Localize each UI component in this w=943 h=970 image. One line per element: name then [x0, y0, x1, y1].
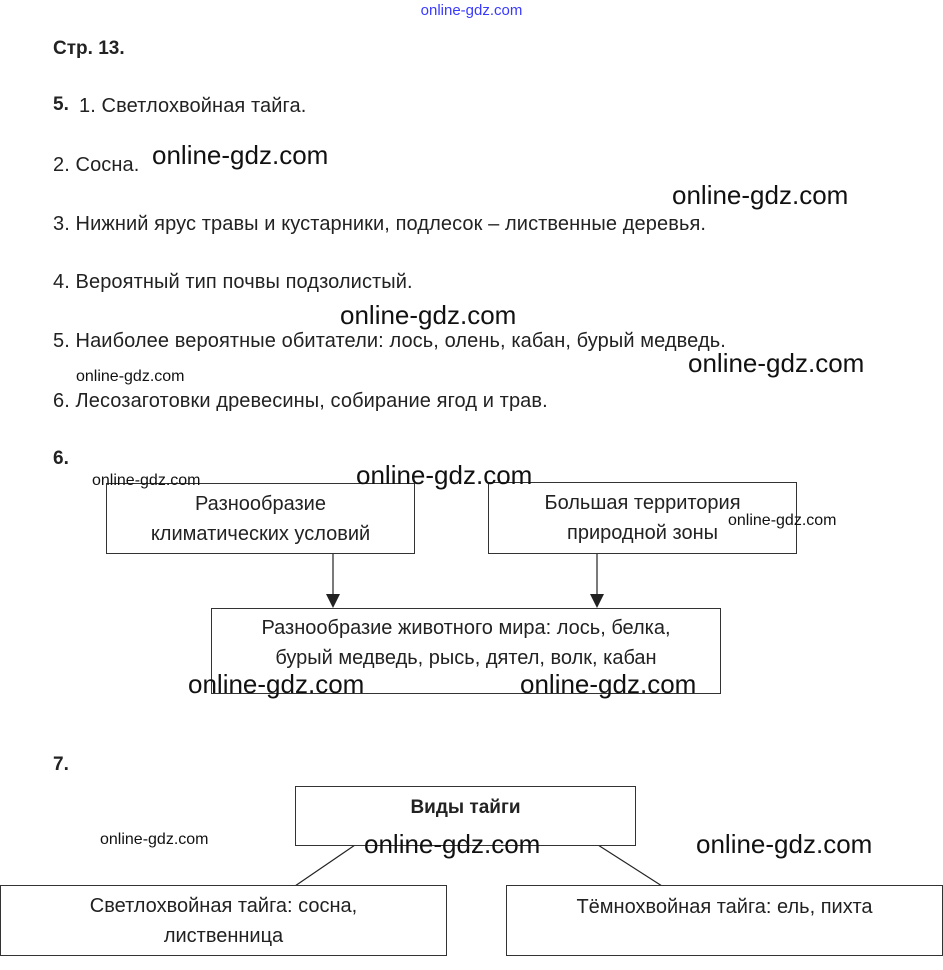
box-climate-diversity [106, 483, 415, 554]
box-territory-line2: природной зоны [567, 522, 718, 544]
box-light-taiga [0, 885, 447, 956]
watermark: online-gdz.com [672, 180, 849, 210]
connector-right [598, 845, 662, 886]
box-fauna-line2: бурый медведь, рысь, дятел, волк, кабан [275, 647, 657, 669]
watermark: online-gdz.com [688, 348, 865, 378]
watermark: online-gdz.com [340, 300, 517, 330]
task6-number: 6. [53, 448, 69, 469]
watermark-small: online-gdz.com [76, 368, 185, 385]
box-climate-line2: климатических условий [150, 522, 371, 545]
watermark: online-gdz.com [356, 460, 533, 490]
watermark-top: online-gdz.com [420, 2, 523, 19]
task7-number: 7. [53, 754, 69, 775]
box-light-line2: лиственница [163, 924, 284, 947]
box-light-line1: Светлохвойная тайга: сосна, [89, 894, 358, 917]
task5-number: 5. [53, 94, 69, 115]
box-dark-taiga: Тёмнохвойная тайга: ель, пихта [506, 885, 943, 956]
box-climate-line1: Разнообразие [195, 492, 326, 515]
watermark: online-gdz.com [520, 669, 697, 699]
task5-item-4: 4. Вероятный тип почвы подзолистый. [53, 271, 413, 293]
arrow-head-left [326, 594, 340, 608]
connector-left [295, 845, 355, 886]
task5-item-1: 1. Светлохвойная тайга. [79, 95, 307, 117]
watermark: online-gdz.com [152, 140, 329, 170]
page-title: Стр. 13. [53, 38, 125, 59]
task5-item-5: 5. Наиболее вероятные обитатели: лось, олень, кабан, бурый медведь. [53, 330, 726, 352]
box-taiga-types: Виды тайги [295, 786, 636, 846]
box-fauna-line1: Разнообразие животного мира: лось, белка, [261, 617, 671, 639]
task5-item-3: 3. Нижний ярус травы и кустарники, подлесок – лиственные деревья. [53, 213, 707, 235]
watermark: online-gdz.com [188, 669, 365, 699]
watermark: online-gdz.com [364, 829, 541, 859]
watermark-small: online-gdz.com [100, 831, 209, 848]
box-territory-line1: Большая территория [544, 492, 741, 514]
watermark: online-gdz.com [696, 829, 873, 859]
watermark-small: online-gdz.com [728, 512, 837, 529]
watermark-small: online-gdz.com [92, 472, 201, 489]
task5-item-2: 2. Сосна. [53, 154, 140, 176]
arrow-head-right [590, 594, 604, 608]
task5-item-6: 6. Лесозаготовки древесины, собирание ягод и трав. [53, 390, 548, 412]
